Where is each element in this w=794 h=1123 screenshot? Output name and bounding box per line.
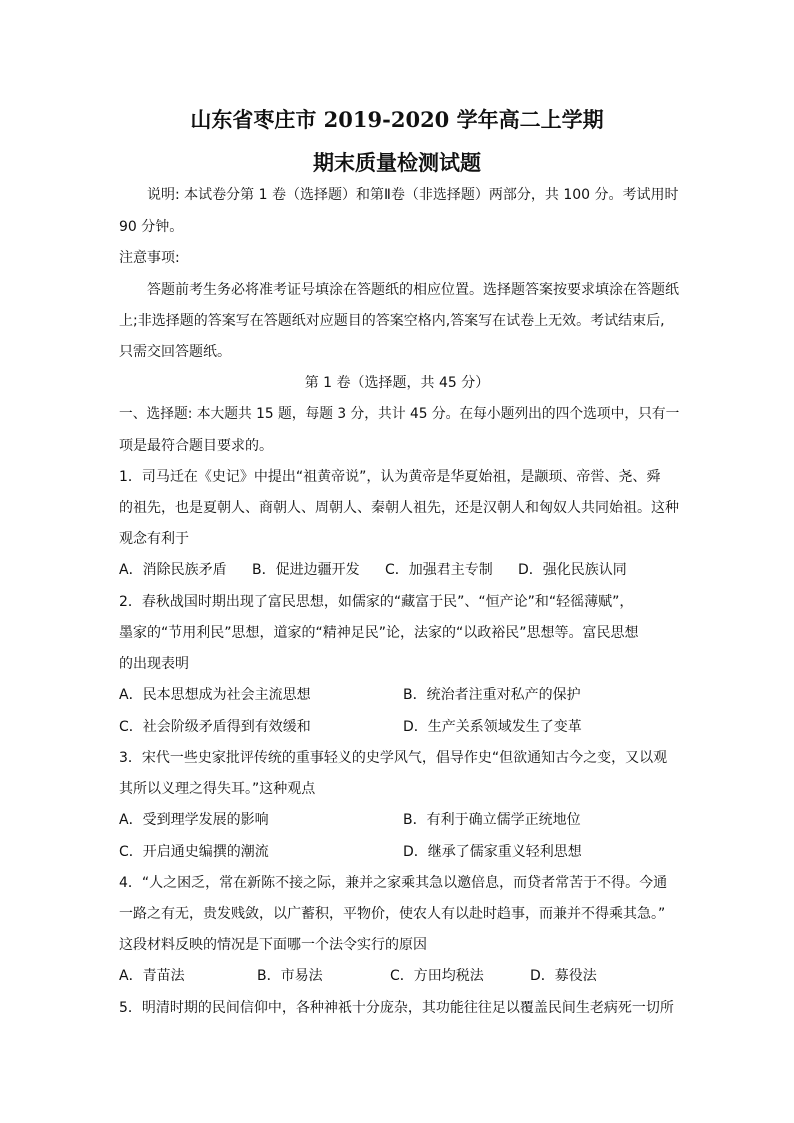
notes-line: 只需交回答题纸。 xyxy=(119,344,231,360)
question-3-option-a: A．受到理学发展的影响 xyxy=(119,812,269,828)
question-1-stem: 的祖先，也是夏朝人、商朝人、周朝人、秦朝人祖先，还是汉朝人和匈奴人共同始祖。这种 xyxy=(119,500,679,516)
question-4-stem: 这段材料反映的情况是下面哪一个法令实行的原因 xyxy=(119,937,427,953)
question-2-stem: 2．春秋战国时期出现了富民思想，如儒家的“藏富于民”、“恒产论”和“轻徭薄赋”， xyxy=(119,594,634,610)
question-1-option-a: A．消除民族矛盾 xyxy=(119,562,227,578)
question-2-option-d: D．生产关系领域发生了变革 xyxy=(403,719,582,735)
question-4-option-d: D．募役法 xyxy=(530,968,597,984)
question-3-option-c: C．开启通史编撰的潮流 xyxy=(119,844,269,860)
question-2-option-a: A．民本思想成为社会主流思想 xyxy=(119,687,311,703)
exam-subtitle: 期末质量检测试题 xyxy=(313,150,481,175)
question-3-option-b: B．有利于确立儒学正统地位 xyxy=(403,812,581,828)
section-title: 第 1 卷（选择题，共 45 分） xyxy=(304,375,490,391)
question-2-stem: 墨家的“节用利民”思想，道家的“精神足民”论，法家的“以政裕民”思想等。富民思想 xyxy=(119,625,639,641)
question-4-stem: 一路之有无，贵发贱敛，以广蓄积，平物价，使农人有以赴时趋事，而兼并不得乘其急。” xyxy=(119,906,666,922)
notes-line: 上;非选择题的答案写在答题纸对应题目的答案空格内,答案写在试卷上无效。考试结束后, xyxy=(119,313,665,329)
intro-line: 说明: 本试卷分第 1 卷（选择题）和第Ⅱ卷（非选择题）两部分，共 100 分。考试用时 xyxy=(119,187,679,203)
question-4-option-c: C．方田均税法 xyxy=(390,968,484,984)
notes-heading: 注意事项: xyxy=(119,250,180,266)
question-3-stem: 其所以义理之得失耳。”这种观点 xyxy=(119,781,316,797)
question-5-stem: 5．明清时期的民间信仰中，各种神祇十分庞杂，其功能往往足以覆盖民间生老病死一切所 xyxy=(119,1000,674,1016)
question-1-option-c: C．加强君主专制 xyxy=(385,562,493,578)
question-1-stem: 1．司马迁在《史记》中提出“祖黄帝说”，认为黄帝是华夏始祖，是颛顼、帝喾、尧、舜 xyxy=(119,469,661,485)
question-4-option-a: A．青苗法 xyxy=(119,968,185,984)
section-instructions: 项是最符合题目要求的。 xyxy=(119,438,273,454)
intro-line: 90 分钟。 xyxy=(119,219,184,235)
question-4-stem: 4．“人之困乏，常在新陈不接之际，兼并之家乘其急以邀倍息，而贷者常苦于不得。今通 xyxy=(119,875,668,891)
question-1-option-b: B．促进边疆开发 xyxy=(252,562,360,578)
question-2-option-b: B．统治者注重对私产的保护 xyxy=(403,687,581,703)
question-2-stem: 的出现表明 xyxy=(119,656,189,672)
section-instructions: 一、选择题: 本大题共 15 题，每题 3 分，共计 45 分。在每小题列出的四个选项中，只有一 xyxy=(119,406,680,422)
question-2-option-c: C．社会阶级矛盾得到有效缓和 xyxy=(119,719,311,735)
exam-title: 山东省枣庄市 2019-2020 学年高二上学期 xyxy=(190,107,604,132)
question-3-stem: 3．宋代一些史家批评传统的重事轻义的史学风气，倡导作史“但欲通知古今之变，又以观 xyxy=(119,750,668,766)
question-3-option-d: D．继承了儒家重义轻利思想 xyxy=(403,844,582,860)
question-4-option-b: B．市易法 xyxy=(257,968,323,984)
question-1-option-d: D．强化民族认同 xyxy=(518,562,627,578)
question-1-stem: 观念有利于 xyxy=(119,531,189,547)
notes-line: 答题前考生务必将准考证号填涂在答题纸的相应位置。选择题答案按要求填涂在答题纸 xyxy=(119,282,679,298)
